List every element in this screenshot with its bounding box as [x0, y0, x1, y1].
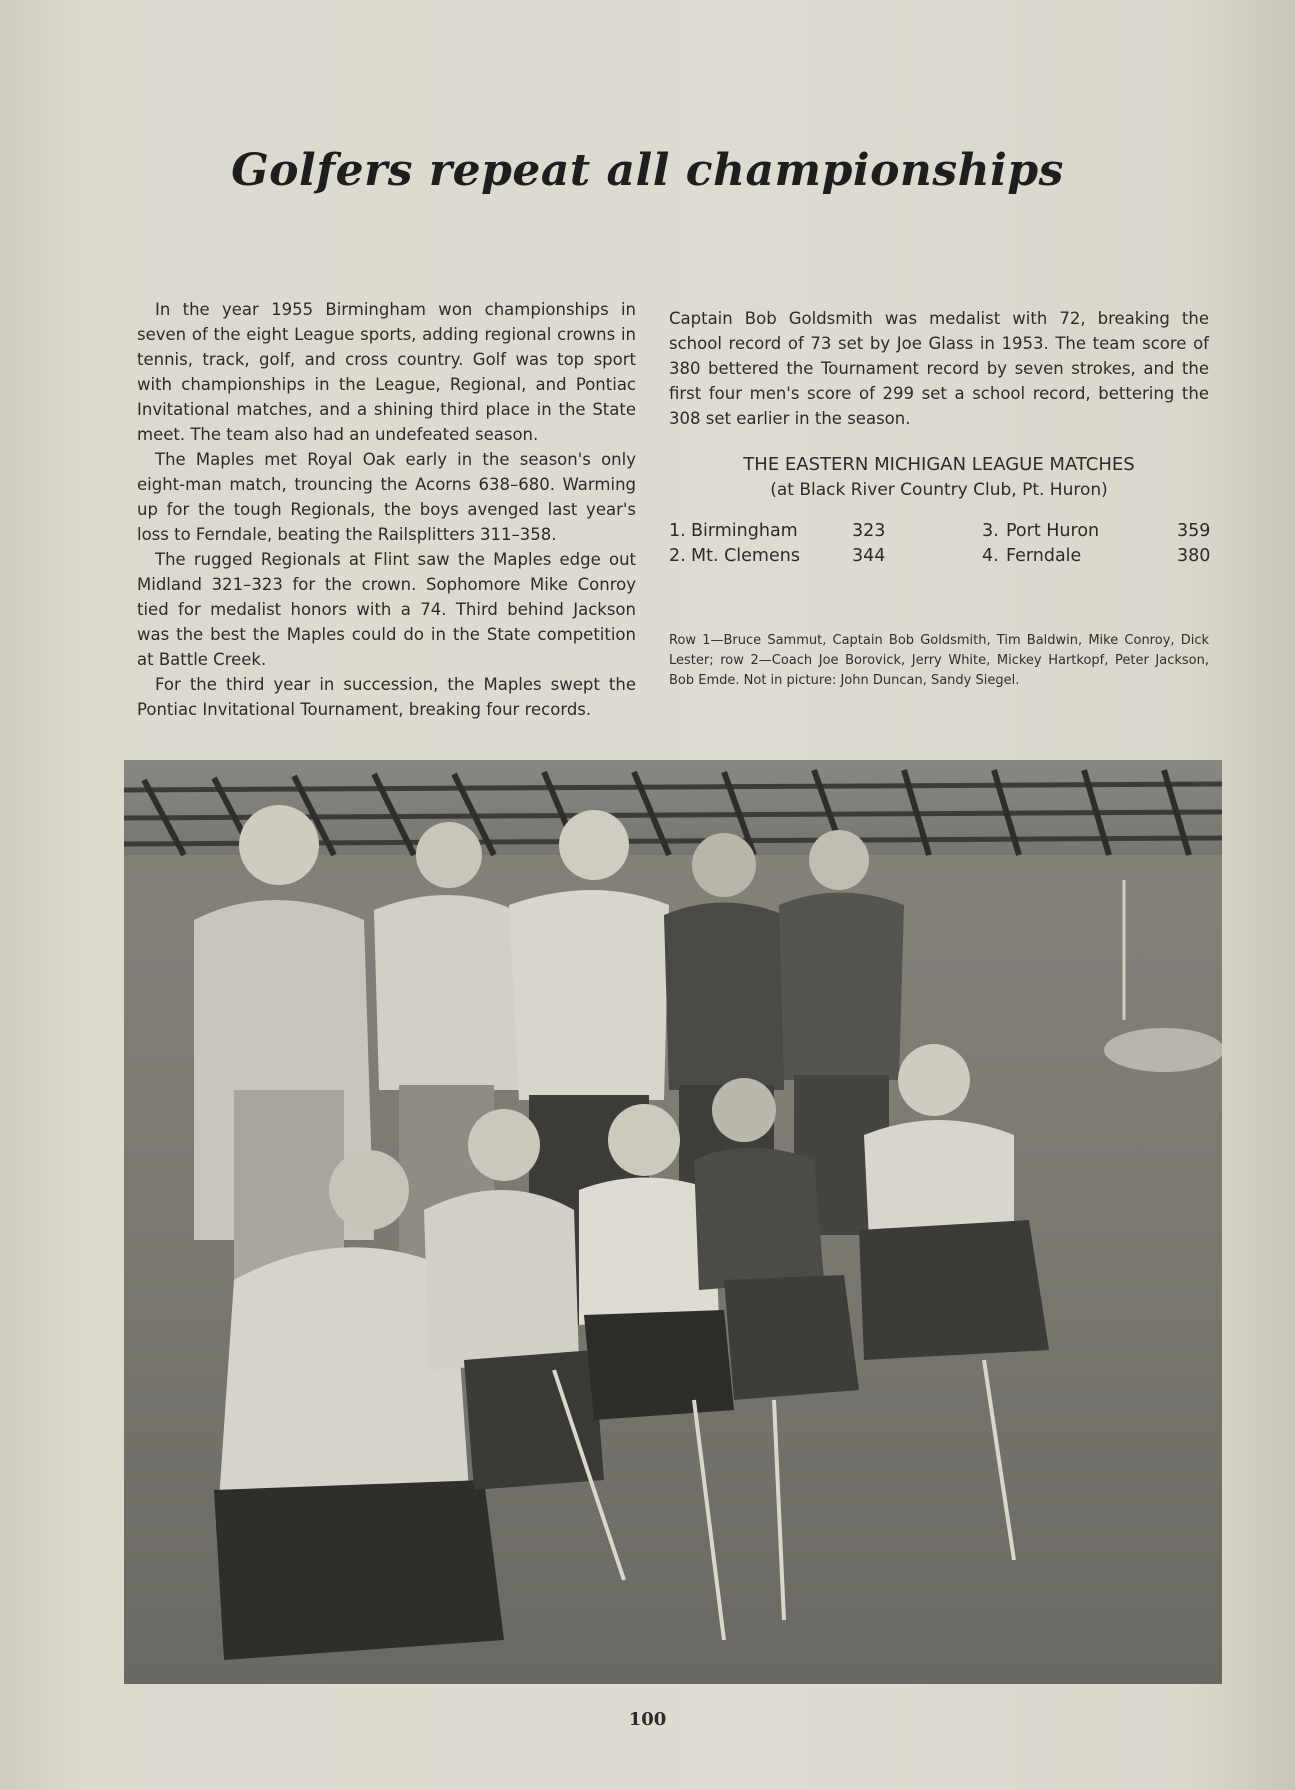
result-score: 323: [852, 521, 886, 541]
matches-subheading: (at Black River Country Club, Pt. Huron): [770, 480, 1108, 500]
result-team: Birmingham: [691, 521, 798, 541]
article-paragraph: The Maples met Royal Oak early in the season's only eight-man match, trouncing the Acorns 638–680. Warming up for the tough Regionals, the boys avenged last year's loss to Ferndale, beating the Railsplitters 311–358.: [137, 450, 636, 544]
result-rank: 2.: [669, 546, 686, 566]
result-rank: 1.: [669, 521, 686, 541]
result-rank: 4.: [982, 546, 999, 566]
result-score: 344: [852, 546, 886, 566]
article-left-column: [137, 297, 636, 722]
article-paragraph: For the third year in succession, the Maples swept the Pontiac Invitational Tournament, breaking four records.: [137, 675, 636, 719]
photo-caption: Row 1—Bruce Sammut, Captain Bob Goldsmith, Tim Baldwin, Mike Conroy, Dick Lester; row 2—Coach Joe Borovick, Jerry White, Mickey Hartkopf, Peter Jackson, Bob Emde. Not in picture: John Duncan, Sandy Siegel.: [669, 633, 1209, 688]
article-paragraph: Captain Bob Goldsmith was medalist with 72, breaking the school record of 73 set by Joe Glass in 1953. The team score of 380 bettered the Tournament record by seven strokes, and the first four men's score of 299 set a school record, bettering the 308 set earlier in the season.: [669, 309, 1209, 428]
page-number: 100: [628, 1709, 667, 1730]
result-score: 380: [1177, 546, 1211, 566]
result-score: 359: [1177, 521, 1211, 541]
article-paragraph: The rugged Regionals at Flint saw the Maples edge out Midland 321–323 for the crown. Sophomore Mike Conroy tied for medalist honors with a 74. Third behind Jackson was the best the Maples could do in the State competition at Battle Creek.: [137, 550, 636, 669]
team-photo: [124, 760, 1222, 1684]
matches-heading: THE EASTERN MICHIGAN LEAGUE MATCHES: [743, 454, 1135, 475]
result-rank: 3.: [982, 521, 999, 541]
article-paragraph: In the year 1955 Birmingham won championships in seven of the eight League sports, adding regional crowns in tennis, track, golf, and cross country. Golf was top sport with championships in the League, Regional, and Pontiac Invitational matches, and a shining third place in the State meet. The team also had an undefeated season.: [137, 300, 636, 444]
result-team: Port Huron: [1006, 521, 1100, 541]
result-team: Ferndale: [1006, 546, 1082, 566]
article-right-column: [669, 306, 1209, 431]
page-title: Golfers repeat all championships: [231, 145, 1064, 196]
result-team: Mt. Clemens: [691, 546, 800, 566]
